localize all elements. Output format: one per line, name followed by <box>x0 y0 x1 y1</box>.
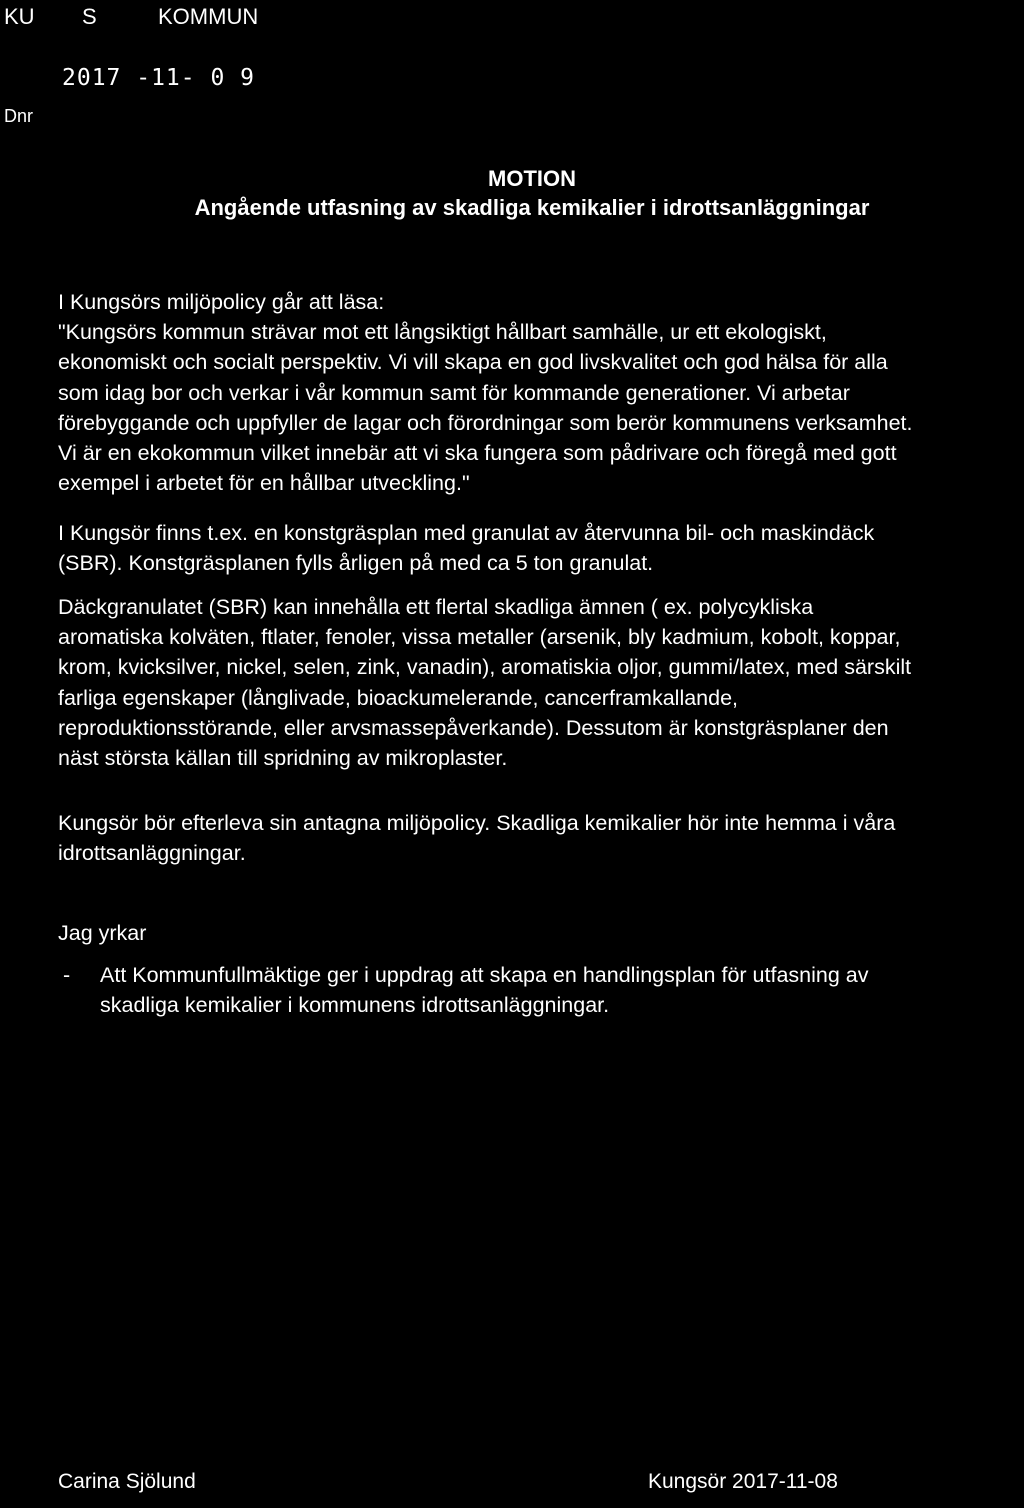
text-line: som idag bor och verkar i vår kommun samt för kommande generationer. Vi arbetar <box>58 380 850 405</box>
dash-bullet: - <box>63 963 71 987</box>
text-line: ekonomiskt och socialt perspektiv. Vi vill skapa en god livskvalitet och god hälsa för alla <box>58 350 888 375</box>
paragraph-conclusion <box>58 808 895 868</box>
paragraph-policy-quote <box>58 287 913 498</box>
text-line: I Kungsör finns t.ex. en konstgräsplan med granulat av återvunna bil- och maskindäck <box>58 521 875 545</box>
stamp-date: 2017 -11- 0 9 <box>62 65 256 91</box>
paragraph-artificial-turf <box>58 518 874 578</box>
text-line: aromatiska kolväten, ftlater, fenoler, vissa metaller (arsenik, bly kadmium, kobolt, koppar, <box>58 625 901 650</box>
text-line: näst största källan till spridning av mikroplaster. <box>58 746 508 771</box>
text-line: (SBR). Konstgräsplanen fylls årligen på med ca 5 ton granulat. <box>58 551 654 576</box>
text-line: reproduktionsstörande, eller arvsmassepåverkande). Dessutom är konstgräsplaner den <box>58 715 889 740</box>
text-line: farliga egenskaper (långlivade, bioackumelerande, cancerframkallande, <box>58 685 739 710</box>
text-line: I Kungsörs miljöpolicy går att läsa: <box>58 290 385 314</box>
text-line: Att Kommunfullmäktige ger i uppdrag att skapa en handlingsplan för utfasning av <box>100 963 869 987</box>
text-line: krom, kvicksilver, nickel, selen, zink, vanadin), aromatiskia oljor, gummi/latex, med särskilt <box>58 655 912 680</box>
text-line: Däckgranulatet (SBR) kan innehålla ett flertal skadliga ämnen ( ex. polycykliska <box>58 595 814 619</box>
text-line: Vi är en ekokommun vilket innebär att vi ska fungera som pådrivare och föregå med gott <box>58 441 897 466</box>
text-line: idrottsanläggningar. <box>58 841 246 866</box>
stamp-org-part1: KU <box>4 4 35 29</box>
paragraph-tyre-granulate <box>58 592 911 773</box>
signature-name: Carina Sjölund <box>58 1470 196 1493</box>
demand-intro: Jag yrkar <box>58 921 147 945</box>
dnr-label: Dnr <box>4 106 34 126</box>
text-line: exempel i arbetet för en hållbar utveckling." <box>58 471 470 496</box>
text-line: "Kungsörs kommun strävar mot ett långsiktigt hållbart samhälle, ur ett ekologiskt, <box>58 320 827 345</box>
stamp-org-part3: KOMMUN <box>158 4 259 29</box>
demand-item <box>100 960 869 1020</box>
text-line: skadliga kemikalier i kommunens idrottsanläggningar. <box>100 993 610 1018</box>
text-line: förebyggande och uppfyller de lagar och förordningar som berör kommunens verksamhet. <box>58 410 913 435</box>
document-title: MOTION <box>488 166 576 191</box>
text-line: Kungsör bör efterleva sin antagna miljöpolicy. Skadliga kemikalier hör inte hemma i våra <box>58 811 896 835</box>
stamp-org-part2: S <box>82 4 97 29</box>
signature-place-date: Kungsör 2017-11-08 <box>648 1470 838 1493</box>
document-subtitle: Angående utfasning av skadliga kemikalier i idrottsanläggningar <box>194 195 870 220</box>
